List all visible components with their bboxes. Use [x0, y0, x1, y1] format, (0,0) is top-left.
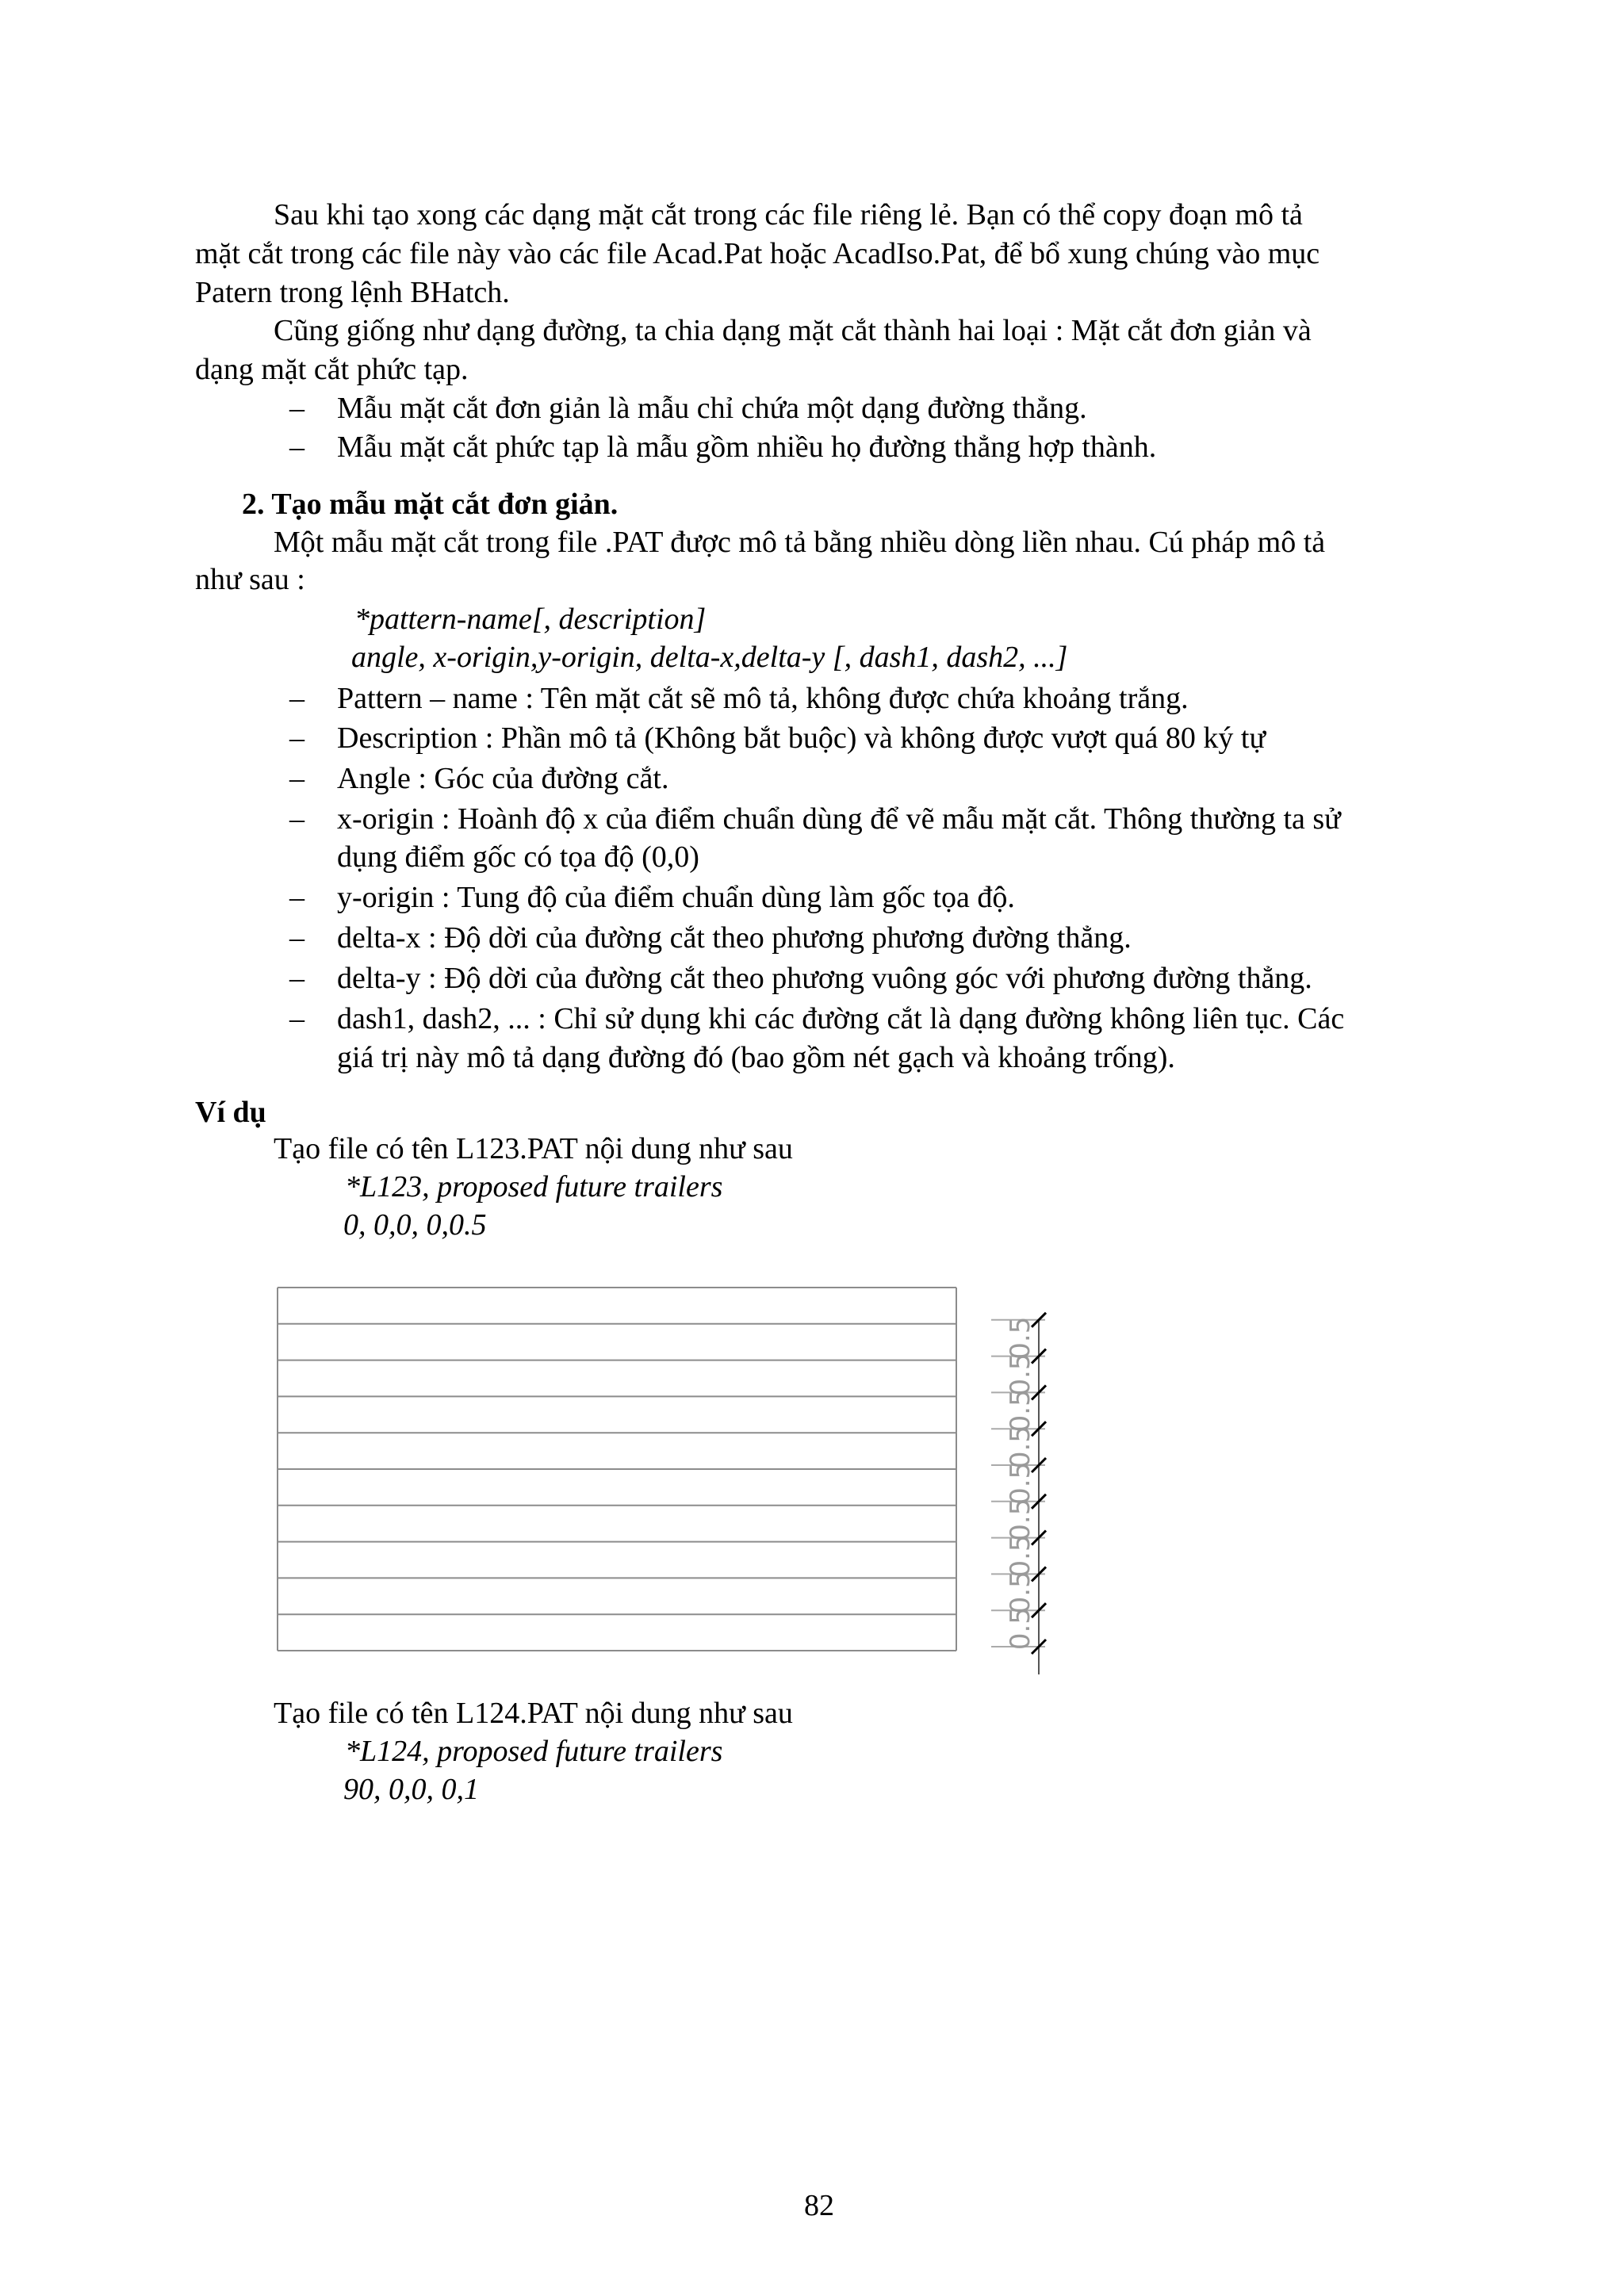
intro-bullet-2: Mẫu mặt cắt phức tạp là mẫu gồm nhiều họ đường thẳng hợp thành.	[337, 430, 1157, 464]
section-line-2: như sau :	[195, 563, 305, 596]
param-bullet-8: dash1, dash2, ... : Chỉ sử dụng khi các đường cắt là dạng đường không liên tục. Các	[337, 1002, 1345, 1035]
example-heading: Ví dụ	[195, 1096, 266, 1129]
intro-line-1: Sau khi tạo xong các dạng mặt cắt trong các file riêng lẻ. Bạn có thể copy đoạn mô tả	[274, 198, 1303, 232]
bullet-dash: –	[289, 682, 304, 715]
bullet-dash: –	[289, 1002, 304, 1035]
param-bullet-1: Pattern – name : Tên mặt cắt sẽ mô tả, không được chứa khoảng trắng.	[337, 682, 1189, 715]
param-bullet-4: x-origin : Hoành độ x của điểm chuẩn dùng để vẽ mẫu mặt cắt. Thông thường ta sử	[337, 802, 1341, 836]
section-line-1: Một mẫu mặt cắt trong file .PAT được mô tả bằng nhiều dòng liền nhau. Cú pháp mô tả	[274, 526, 1326, 559]
bullet-dash: –	[289, 392, 304, 425]
hatch-lines	[278, 1288, 956, 1651]
intro-line-5: dạng mặt cắt phức tạp.	[195, 353, 469, 386]
dimension-label: 0.5	[1005, 1534, 1036, 1578]
dimension-label: 0.5	[1005, 1389, 1036, 1433]
dimension-chain	[991, 1313, 1046, 1674]
bullet-dash: –	[289, 430, 304, 464]
param-bullet-4-cont: dụng điểm gốc có tọa độ (0,0)	[337, 840, 699, 874]
example-1-line-2: 0, 0,0, 0,0.5	[343, 1208, 487, 1242]
example-2-line-2: 90, 0,0, 0,1	[343, 1773, 479, 1806]
bullet-dash: –	[289, 921, 304, 955]
syntax-line-2: angle, x-origin,y-origin, delta-x,delta-y [, dash1, dash2, ...]	[351, 641, 1068, 674]
intro-line-3: Patern trong lệnh BHatch.	[195, 276, 510, 309]
param-bullet-5: y-origin : Tung độ của điểm chuẩn dùng làm gốc tọa độ.	[337, 881, 1015, 914]
example-1-intro: Tạo file có tên L123.PAT nội dung như sau	[274, 1132, 793, 1165]
dimension-label: 0.5	[1005, 1425, 1036, 1469]
param-bullet-7: delta-y : Độ dời của đường cắt theo phương vuông góc với phương đường thẳng.	[337, 962, 1312, 995]
param-bullet-6: delta-x : Độ dời của đường cắt theo phương phương đường thẳng.	[337, 921, 1132, 955]
intro-line-4: Cũng giống như dạng đường, ta chia dạng mặt cắt thành hai loại : Mặt cắt đơn giản và	[274, 314, 1312, 347]
param-bullet-3: Angle : Góc của đường cắt.	[337, 762, 669, 795]
dimension-label: 0.5	[1005, 1353, 1036, 1396]
dimension-label: 0.5	[1005, 1571, 1036, 1614]
bullet-dash: –	[289, 802, 304, 836]
syntax-line-1: *pattern-name[, description]	[354, 603, 707, 636]
dimension-label: 0.5	[1005, 1607, 1036, 1651]
intro-line-2: mặt cắt trong các file này vào các file Acad.Pat hoặc AcadIso.Pat, để bổ xung chúng vào mục	[195, 237, 1320, 270]
dimension-label: 0.5	[1005, 1316, 1036, 1360]
param-bullet-2: Description : Phần mô tả (Không bắt buộc) và không được vượt quá 80 ký tự	[337, 721, 1266, 755]
bullet-dash: –	[289, 762, 304, 795]
dimension-label: 0.5	[1005, 1461, 1036, 1505]
example-2-intro: Tạo file có tên L124.PAT nội dung như sau	[274, 1697, 793, 1730]
example-2-line-1: *L124, proposed future trailers	[345, 1735, 723, 1768]
param-bullet-8-cont: giá trị này mô tả dạng đường đó (bao gồm nét gạch và khoảng trống).	[337, 1041, 1175, 1074]
section-heading: 2. Tạo mẫu mặt cắt đơn giản.	[242, 488, 619, 521]
dimension-label: 0.5	[1005, 1498, 1036, 1541]
bullet-dash: –	[289, 962, 304, 995]
example-1-line-1: *L123, proposed future trailers	[345, 1170, 723, 1203]
bullet-dash: –	[289, 881, 304, 914]
bullet-dash: –	[289, 721, 304, 755]
intro-bullet-1: Mẫu mặt cắt đơn giản là mẫu chỉ chứa một dạng đường thẳng.	[337, 392, 1087, 425]
page-number: 82	[804, 2189, 834, 2222]
